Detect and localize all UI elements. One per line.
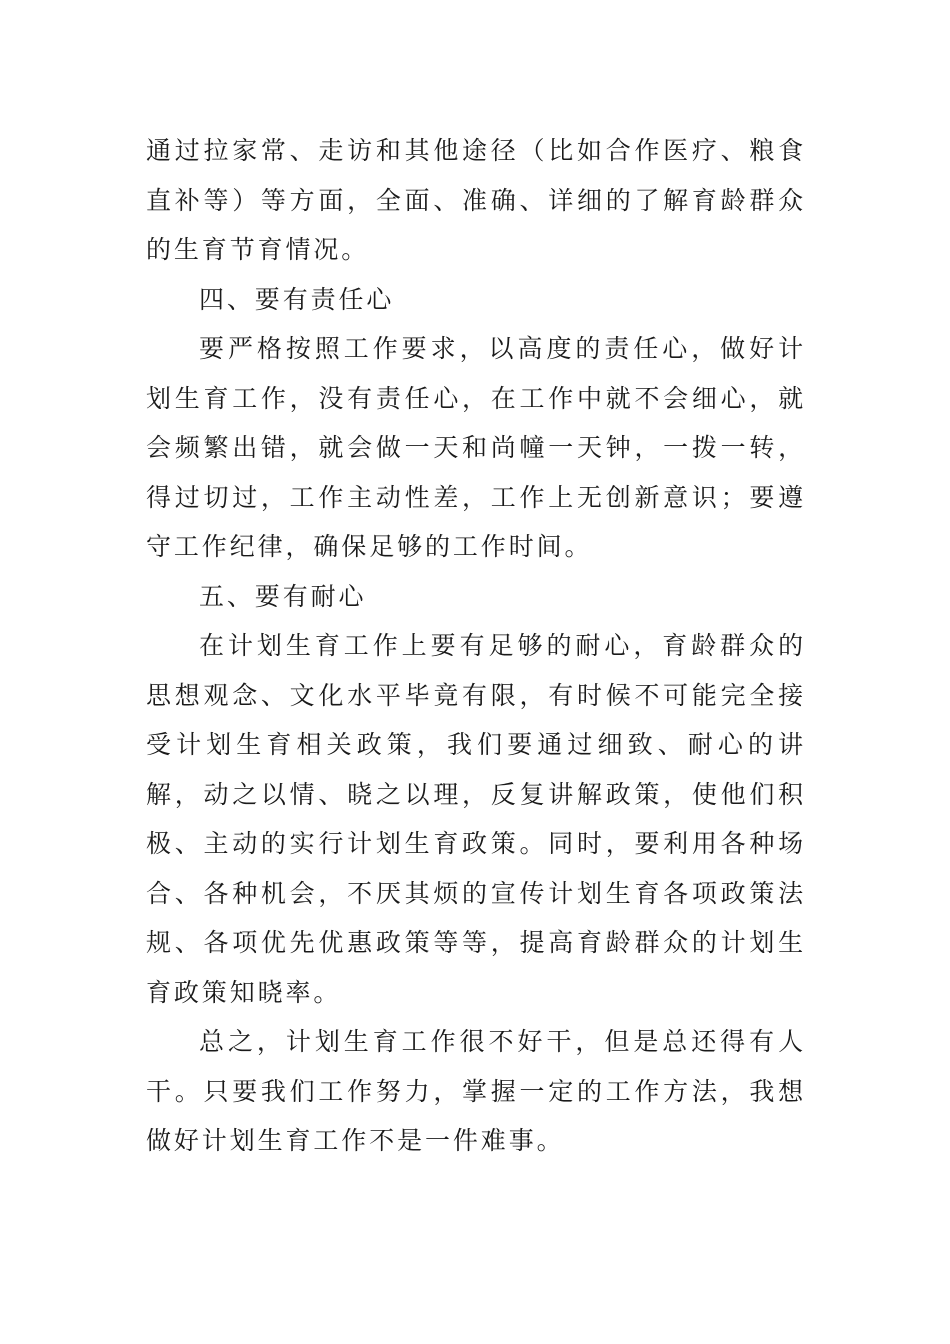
paragraph-continuation: 通过拉家常、走访和其他途径（比如合作医疗、粮食直补等）等方面，全面、准确、详细的了解育龄群众的生育节育情况。 — [146, 136, 806, 264]
document-body — [146, 126, 806, 1166]
paragraph-conclusion: 总之，计划生育工作很不好干，但是总还得有人干。只要我们工作努力，掌握一定的工作方法，我想做好计划生育工作不是一件难事。 — [146, 1027, 806, 1155]
section-heading-patience: 五、要有耐心 — [199, 581, 367, 611]
paragraph-responsibility: 要严格按照工作要求，以高度的责任心，做好计划生育工作，没有责任心，在工作中就不会细心，就会频繁出错，就会做一天和尚幢一天钟，一拨一转，得过切过，工作主动性差，工作上无创新意识；要遵守工作纪律，确保足够的工作时间。 — [146, 334, 806, 561]
paragraph-patience: 在计划生育工作上要有足够的耐心，育龄群众的思想观念、文化水平毕竟有限，有时候不可能完全接受计划生育相关政策，我们要通过细致、耐心的讲解，动之以情、晓之以理，反复讲解政策，使他们积极、主动的实行计划生育政策。同时，要利用各种场合、各种机会，不厌其烦的宣传计划生育各项政策法规、各项优先优惠政策等等，提高育龄群众的计划生育政策知晓率。 — [146, 631, 806, 1007]
section-heading-responsibility: 四、要有责任心 — [199, 284, 395, 314]
